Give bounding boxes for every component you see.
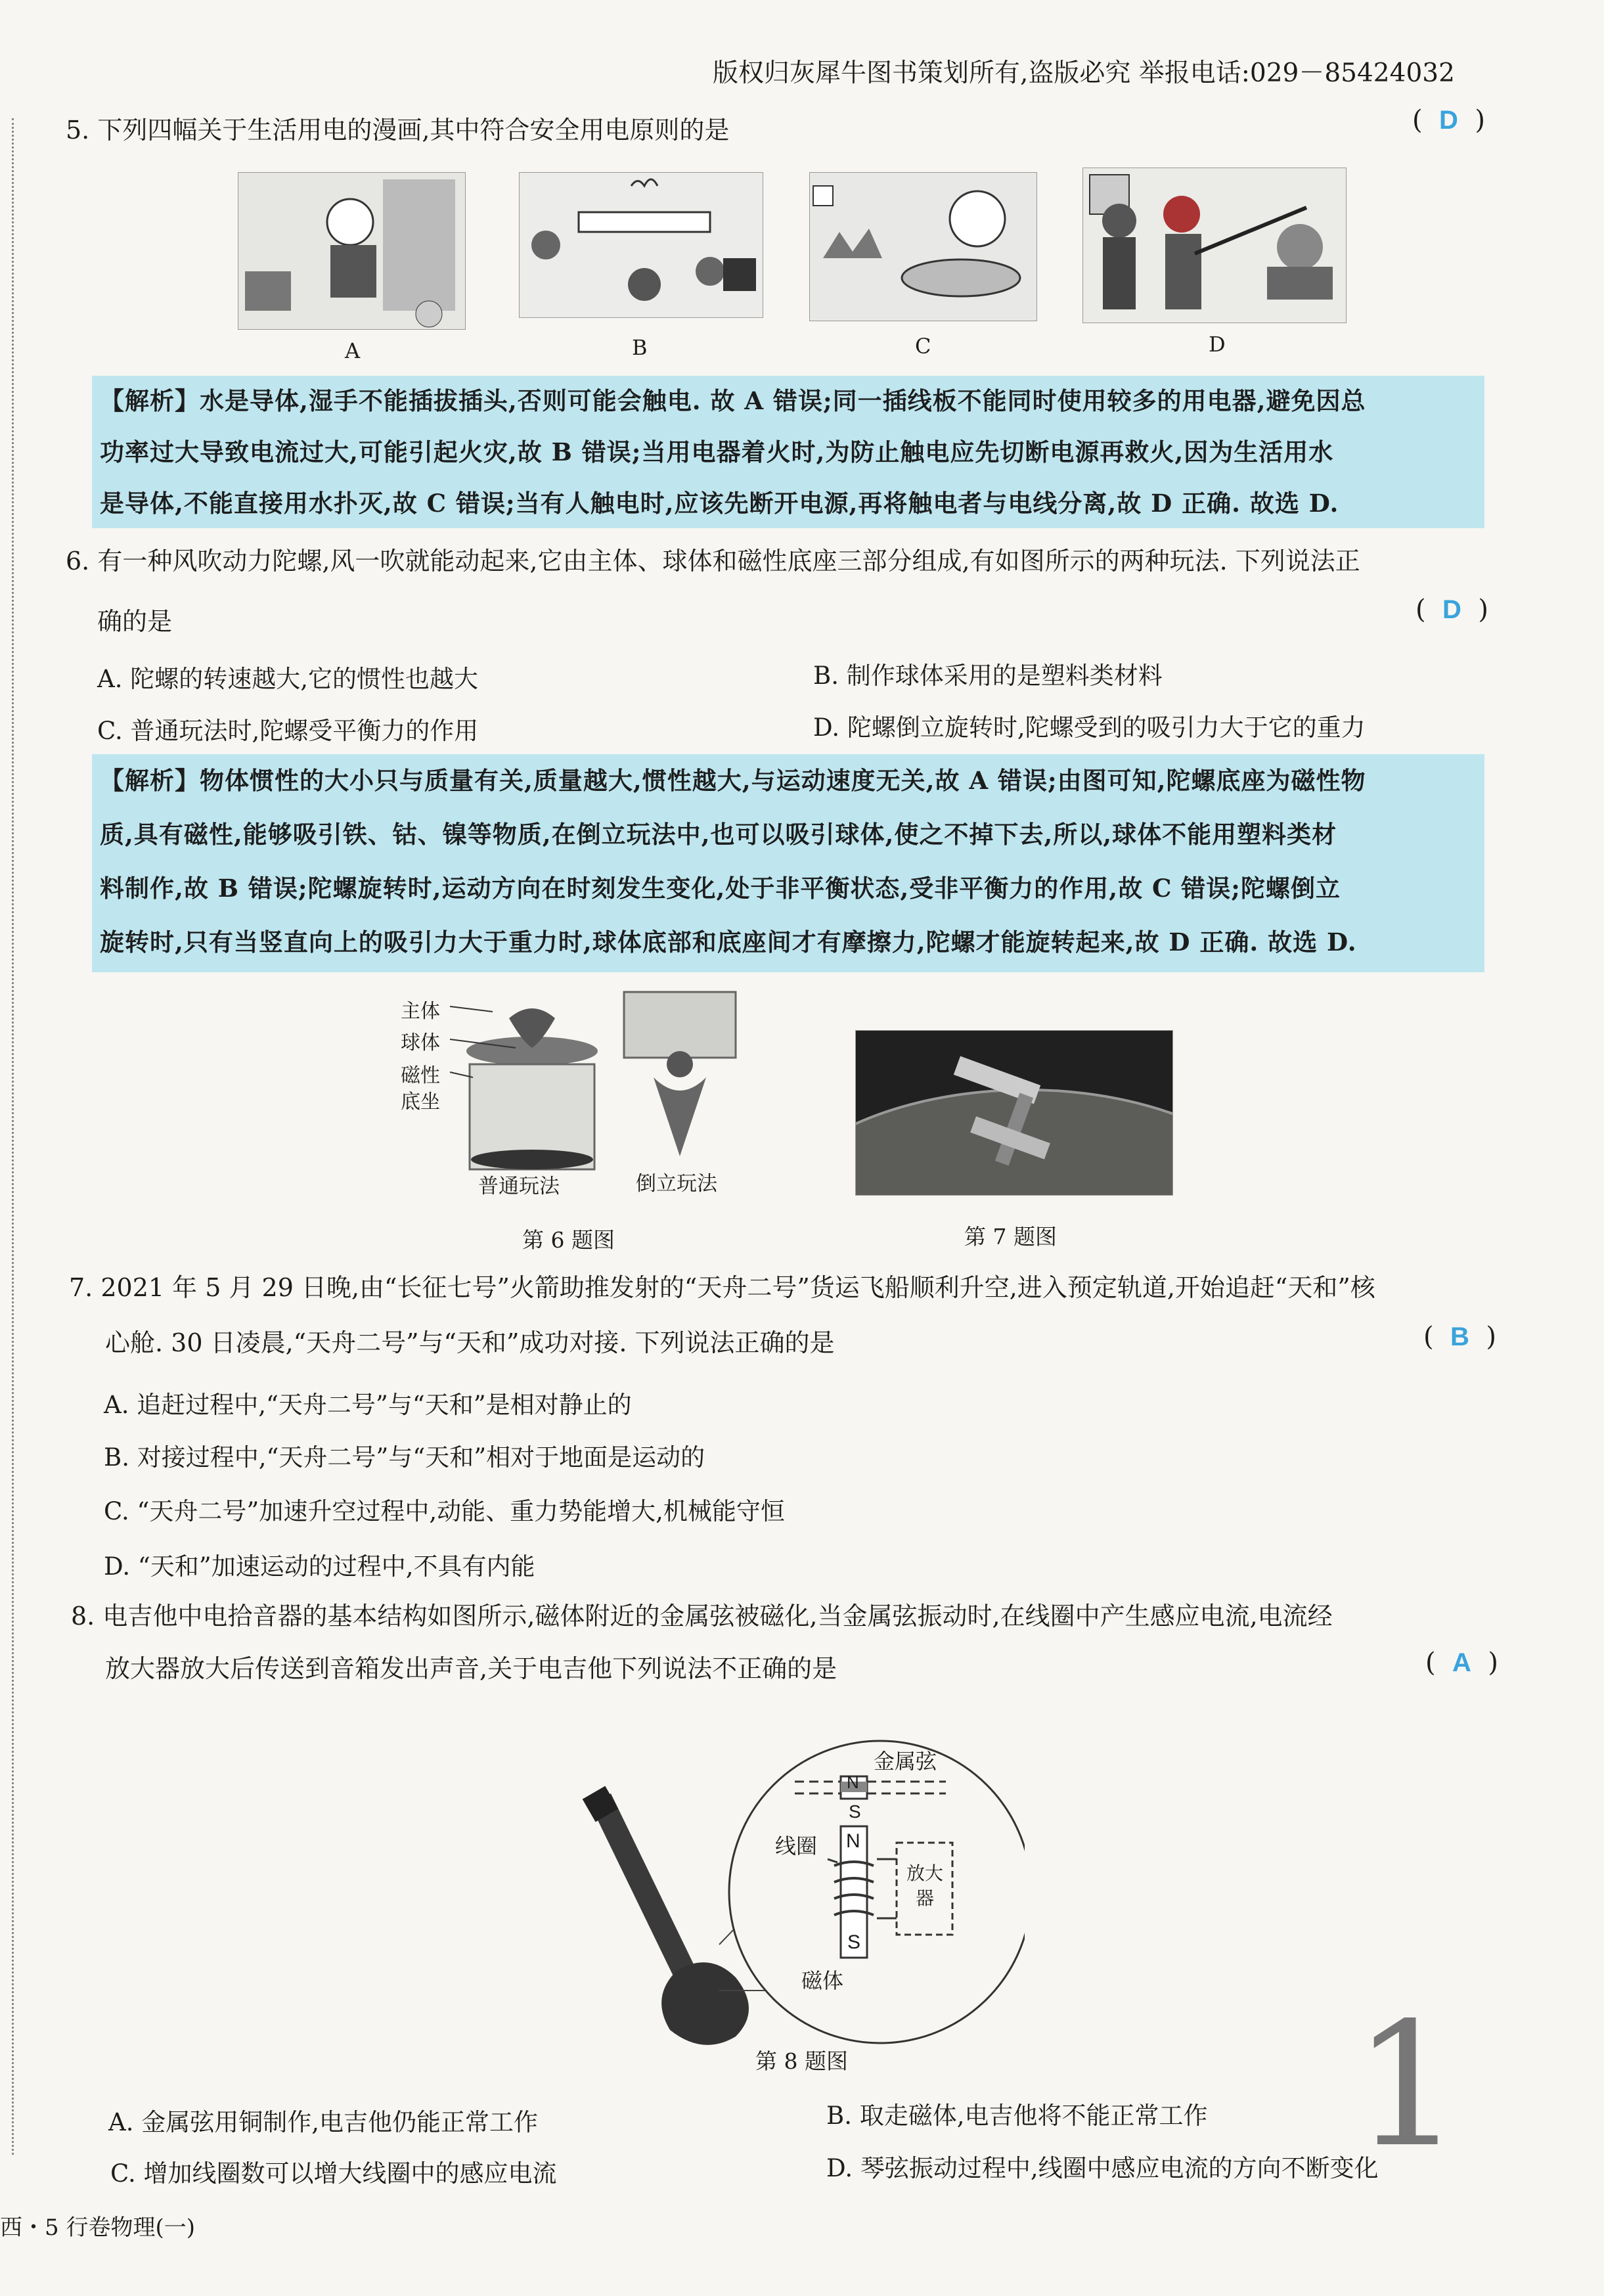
q6-label-normal: 普通玩法	[478, 1175, 560, 1198]
q6-label-inverted: 倒立玩法	[636, 1172, 717, 1196]
q8-label-n-core: N	[846, 1830, 860, 1852]
q6-option-c: C. 普通玩法时,陀螺受平衡力的作用	[97, 717, 479, 745]
q8-label-string: 金属弦	[874, 1749, 937, 1774]
q5-analysis-line3: 是导体,不能直接用水扑灭,故 C 错误;当有人触电时,应该先断开电源,再将触电者与电线分离,故 D 正确. 故选 D.	[100, 489, 1339, 518]
q6-answer: ( D )	[1415, 595, 1488, 625]
q6-figure	[394, 985, 762, 1209]
q8-option-b: B. 取走磁体,电吉他将不能正常工作	[826, 2102, 1208, 2130]
q7-answer: ( B )	[1423, 1322, 1496, 1352]
q7-stem-line2: 心舱. 30 日凌晨,“天舟二号”与“天和”成功对接. 下列说法正确的是	[105, 1328, 835, 1357]
q6-analysis	[92, 754, 1484, 972]
copyright-header: 版权归灰犀牛图书策划所有,盗版必究 举报电话:029－85424032	[713, 58, 1455, 88]
q5-analysis-line1: 【解析】水是导体,湿手不能插拔插头,否则可能会触电. 故 A 错误;同一插线板不能同时使用较多的用电器,避免因总	[100, 386, 1366, 415]
binding-margin	[12, 118, 14, 2155]
q6-label-body: 主体	[401, 1000, 440, 1023]
q6-label-base2: 底坐	[401, 1091, 440, 1114]
q6-analysis-line3: 料制作,故 B 错误;陀螺旋转时,运动方向在时刻发生变化,处于非平衡状态,受非平衡力的作用,故 C 错误;陀螺倒立	[100, 874, 1341, 903]
q7-figure	[855, 1030, 1173, 1196]
q5-cartoon-c	[809, 172, 1037, 321]
q8-stem-line2: 放大器放大后传送到音箱发出声音,关于电吉他下列说法不正确的是	[105, 1654, 837, 1683]
q7-option-a: A. 追赶过程中,“天舟二号”与“天和”是相对静止的	[104, 1391, 632, 1419]
q8-label-n-top: N	[847, 1772, 859, 1792]
q8-option-d: D. 琴弦振动过程中,线圈中感应电流的方向不断变化	[826, 2154, 1379, 2182]
q6-option-a: A. 陀螺的转速越大,它的惯性也越大	[97, 665, 479, 693]
q5-label-b: B	[632, 335, 648, 360]
q7-caption: 第 7 题图	[964, 1224, 1057, 1249]
q8-option-c: C. 增加线圈数可以增大线圈中的感应电流	[110, 2159, 557, 2188]
q6-analysis-line1: 【解析】物体惯性的大小只与质量有关,质量越大,惯性越大,与运动速度无关,故 A 错误;由图可知,陀螺底座为磁性物	[100, 766, 1366, 795]
q7-option-d: D. “天和”加速运动的过程中,不具有内能	[104, 1552, 535, 1581]
q8-label-s-core: S	[847, 1931, 861, 1953]
q8-label-amp2: 器	[916, 1887, 935, 1909]
q8-caption: 第 8 题图	[755, 2048, 848, 2074]
q5-cartoon-b	[519, 172, 763, 318]
q6-analysis-line4: 旋转时,只有当竖直向上的吸引力大于重力时,球体底部和底座间才有摩擦力,陀螺才能旋转起来,故 D 正确. 故选 D.	[100, 928, 1357, 957]
q7-option-c: C. “天舟二号”加速升空过程中,动能、重力势能增大,机械能守恒	[104, 1497, 785, 1525]
q8-figure	[578, 1708, 1025, 2056]
q5-analysis	[92, 376, 1484, 528]
q8-label-amp1: 放大	[906, 1862, 944, 1884]
q5-answer: ( D )	[1412, 105, 1485, 135]
q8-stem-line1: 8. 电吉他中电拾音器的基本结构如图所示,磁体附近的金属弦被磁化,当金属弦振动时,在线圈中产生感应电流,电流经	[71, 1602, 1333, 1631]
q6-analysis-line2: 质,具有磁性,能够吸引铁、钴、镍等物质,在倒立玩法中,也可以吸引球体,使之不掉下去,所以,球体不能用塑料类材	[100, 820, 1337, 849]
footer: 西・5 行卷物理(一)	[0, 2215, 195, 2241]
q5-label-c: C	[915, 334, 931, 359]
q8-answer: ( A )	[1425, 1648, 1498, 1678]
q5-label-a: A	[345, 338, 361, 363]
page-number: 1	[1353, 1987, 1462, 2185]
q6-stem-line2: 确的是	[97, 607, 173, 636]
q7-option-b: B. 对接过程中,“天舟二号”与“天和”相对于地面是运动的	[104, 1443, 705, 1472]
q6-option-d: D. 陀螺倒立旋转时,陀螺受到的吸引力大于它的重力	[813, 713, 1366, 742]
q6-stem-line1: 6. 有一种风吹动力陀螺,风一吹就能动起来,它由主体、球体和磁性底座三部分组成,有如图所示的两种玩法. 下列说法正	[66, 547, 1360, 575]
q6-option-b: B. 制作球体采用的是塑料类材料	[813, 662, 1163, 690]
q7-stem-line1: 7. 2021 年 5 月 29 日晚,由“长征七号”火箭助推发射的“天舟二号”货运飞船顺利升空,进入预定轨道,开始追赶“天和”核	[69, 1273, 1375, 1302]
q5-cartoon-d	[1082, 168, 1347, 323]
q8-label-coil: 线圈	[775, 1834, 818, 1858]
q5-stem: 5. 下列四幅关于生活用电的漫画,其中符合安全用电原则的是	[66, 116, 730, 145]
q5-analysis-line2: 功率过大导致电流过大,可能引起火灾,故 B 错误;当用电器着火时,为防止触电应先切断电源再救火,因为生活用水	[100, 438, 1334, 466]
q6-caption: 第 6 题图	[522, 1227, 615, 1253]
q8-label-magnet: 磁体	[801, 1968, 844, 1993]
q6-label-ball: 球体	[401, 1031, 440, 1054]
q6-label-base1: 磁性	[401, 1064, 440, 1087]
q5-label-d: D	[1209, 332, 1226, 357]
q8-label-s-top: S	[849, 1801, 861, 1822]
q8-option-a: A. 金属弦用铜制作,电吉他仍能正常工作	[108, 2108, 539, 2136]
q5-cartoon-a	[238, 172, 466, 330]
